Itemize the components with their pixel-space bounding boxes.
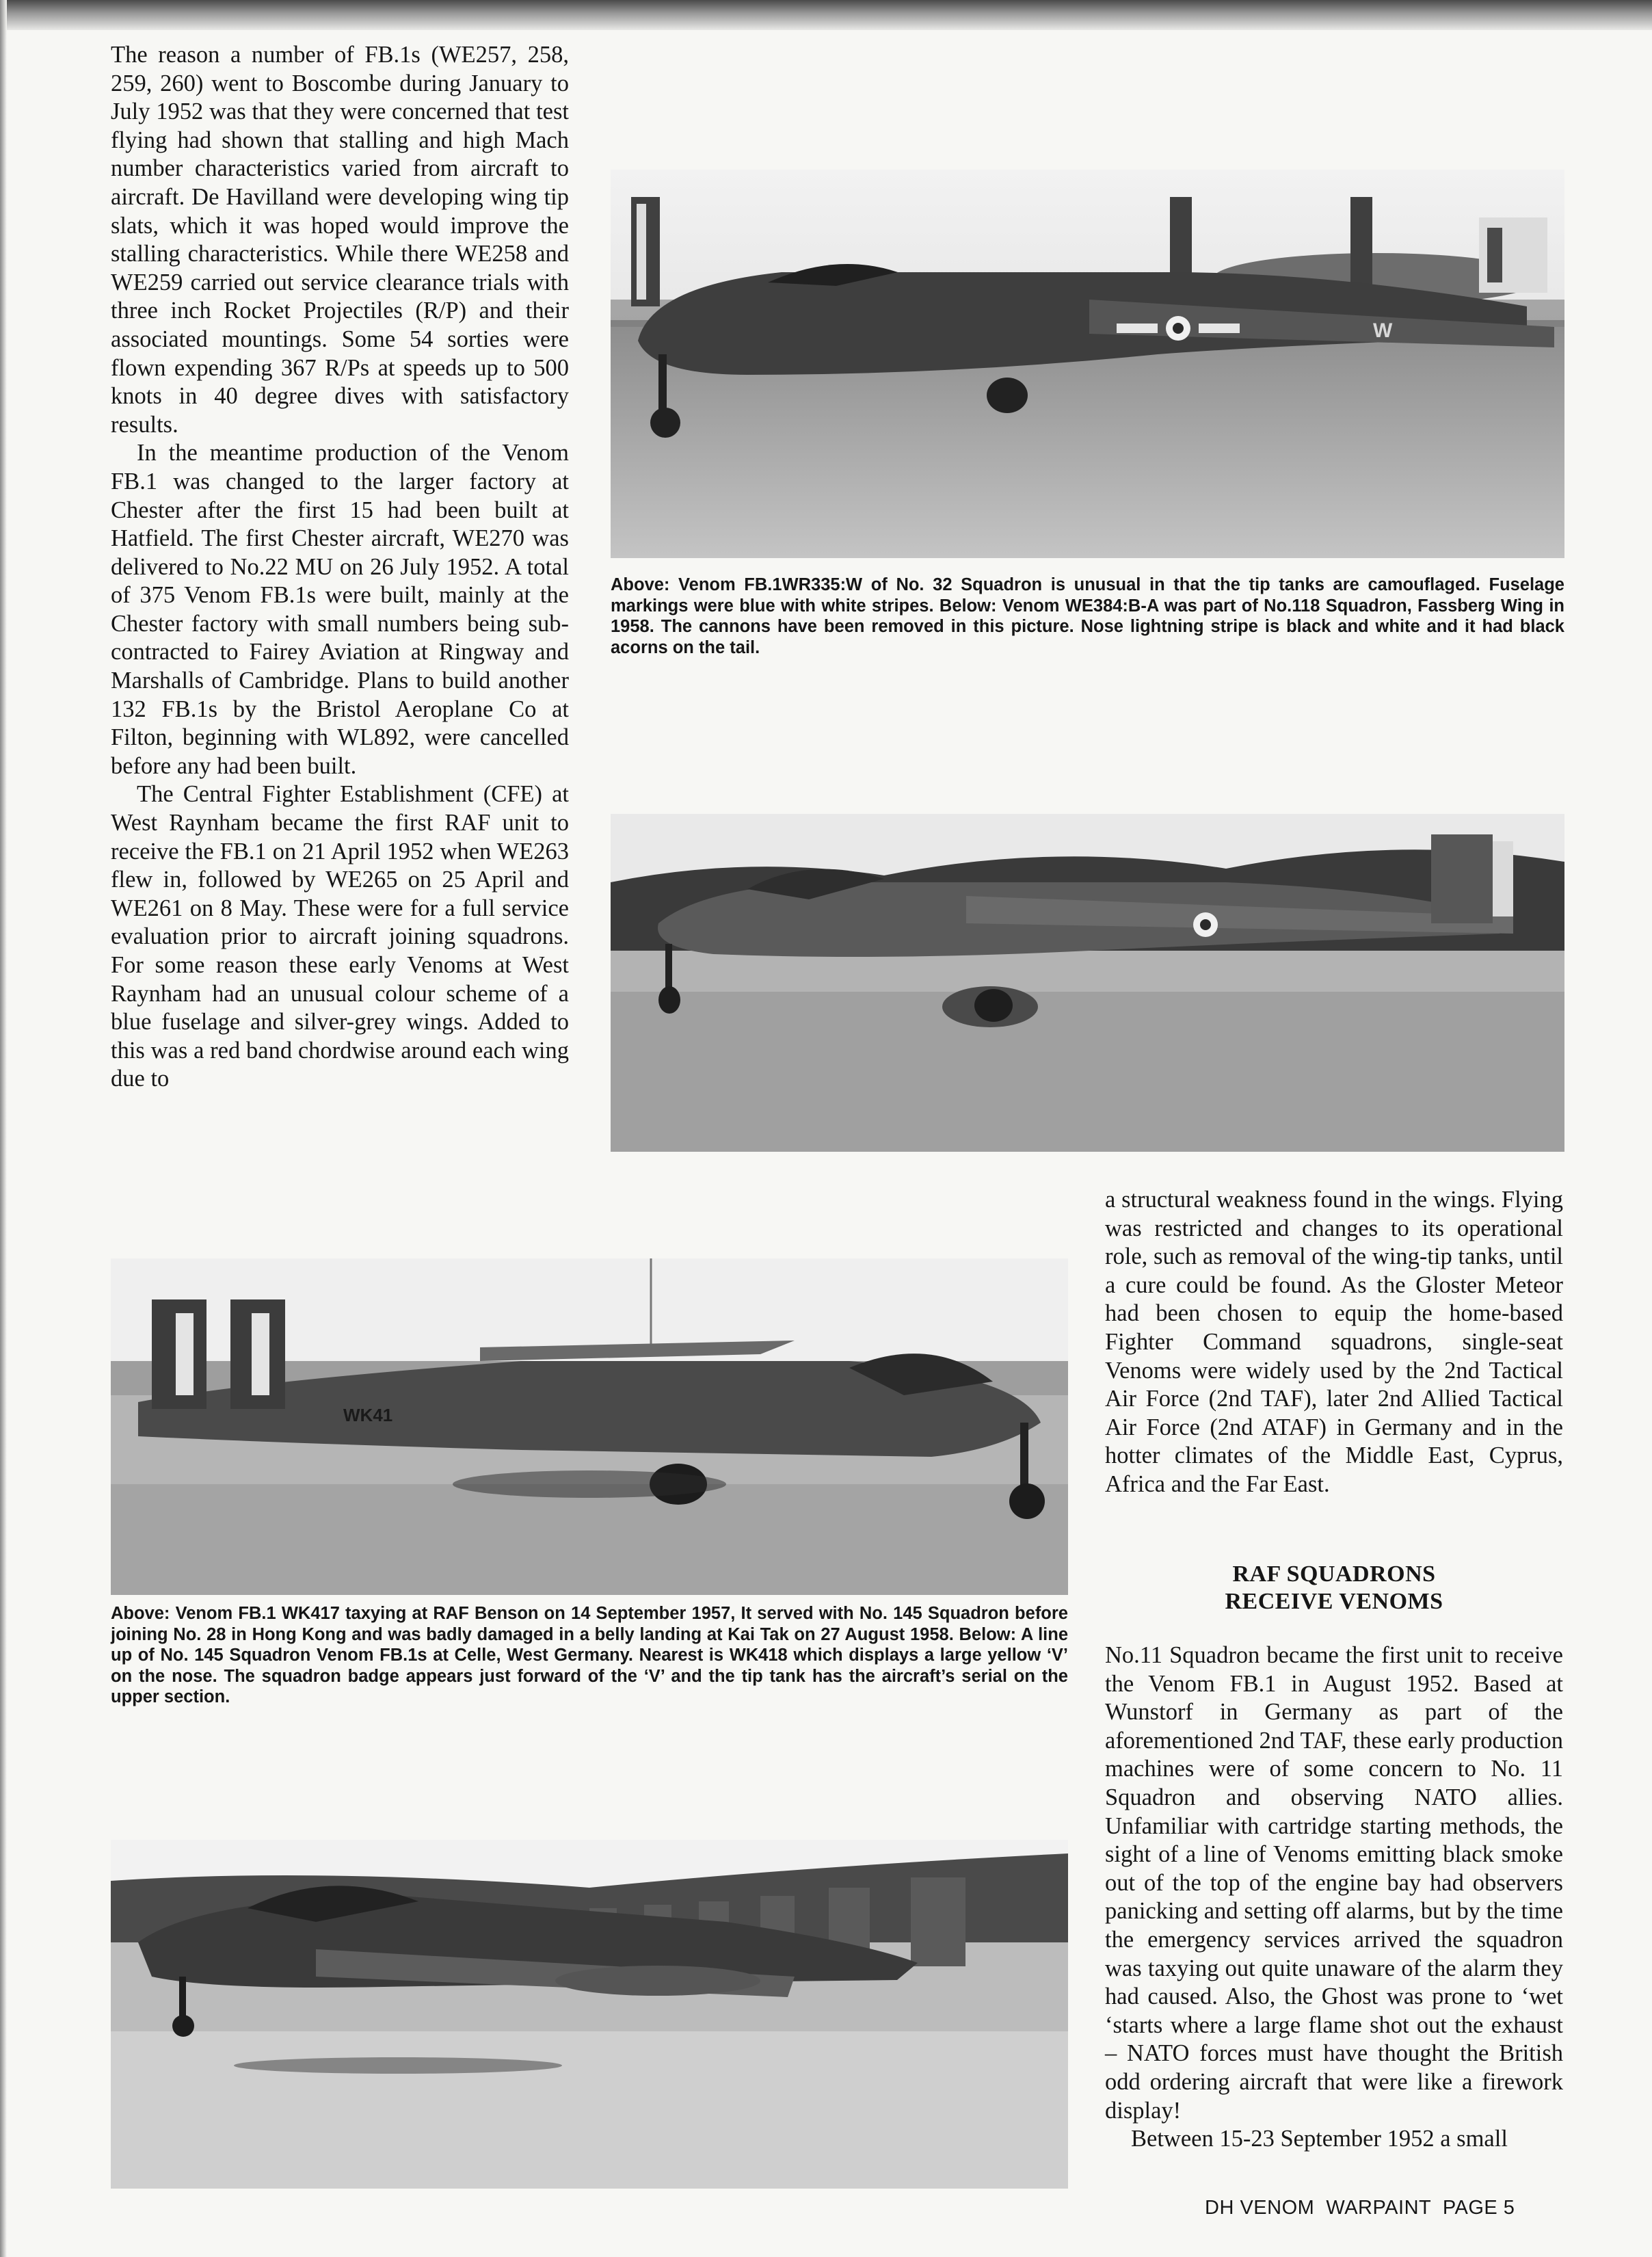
paragraph: Between 15-23 September 1952 a small	[1131, 2126, 1508, 2152]
wk417-serial: WK41	[343, 1405, 393, 1425]
paragraph: a structural weakness found in the wings. Flying was restricted and changes to its operational role, such as removal of the wing-tip tanks, until a cure could be found. As the Gloster Meteor had been chosen to equip the home-based Fighter Command squadrons, single-seat Venoms were widely used by the 2nd Tactical Air Force (2nd TAF), later 2nd Allied Tactical Air Force (2nd ATAF) in Germany and in the hotter climates of the Middle East, Cyprus, Africa and the Far East.	[1105, 1187, 1563, 1497]
paragraph: The Central Fighter Establishment (CFE) at West Raynham became the first RAF unit to receive the FB.1 on 21 April 1952 when WE263 flew in, followed by WE265 on 25 April and WE261 on 8 May. These were for a full service evaluation prior to aircraft joining squadrons. For some reason these early Venoms at West Raynham had an unusual colour scheme of a blue fuselage and silver-grey wings. Added to this was a red band chordwise around each wing due to	[111, 781, 569, 1092]
column-2-text-lower	[1105, 1641, 1563, 2154]
page-top-shadow	[0, 0, 1652, 30]
page-left-shadow	[0, 0, 7, 2257]
page-footer: DH VENOM WARPAINT PAGE 5	[1205, 2197, 1515, 2219]
paragraph: In the meantime production of the Venom FB.1 was changed to the larger factory at Chester after the first 15 had been built at Hatfield. The first Chester aircraft, WE270 was delivered to No.22 MU on 26 July 1952. A total of 375 Venom FB.1s were built, mainly at the Chester factory with small numbers being sub-contracted to Fairey Aviation at Ringway and Marshalls of Cambridge. Plans to build another 132 FB.1s by the Bristol Aeroplane Co at Filton, beginning with WL892, were cancelled before any had been built.	[111, 440, 569, 779]
heading-line-1: RAF SQUADRONS	[1232, 1561, 1436, 1587]
wr335-tail-code: W	[1373, 319, 1393, 342]
caption-top: Above: Venom FB.1WR335:W of No. 32 Squadron is unusual in that the tip tanks are camouflaged. Fuselage markings were blue with white stripes. Below: Venom WE384:B-A was part of No.118 Squadron, Fassberg Wing in 1958. The cannons have been removed in this picture. Nose lightning stripe is black and white and it had black acorns on the tail.	[611, 575, 1564, 657]
heading-line-2: RECEIVE VENOMS	[1225, 1589, 1443, 1614]
caption-bottom: Above: Venom FB.1 WK417 taxying at RAF Benson on 14 September 1957, It served with No. 145 Squadron before joining No. 28 in Hong Kong and was badly damaged in a belly landing at Kai Tak on 27 August 1958. Below: A line up of No. 145 Squadron Venom FB.1s at Celle, West Germany. Nearest is WK418 which displays a large yellow ‘V’ on the nose. The squadron badge appears just forward of the ‘V’ and the tip tank has the aircraft’s serial on the upper section.	[111, 1604, 1068, 1707]
column-1-text	[111, 41, 569, 1094]
photo-venom-wk417	[111, 1258, 1068, 1595]
photo-venom-wr335	[611, 170, 1564, 558]
photo-venom-lineup	[111, 1840, 1068, 2189]
column-2-text-upper	[1105, 1186, 1563, 1499]
paragraph: The reason a number of FB.1s (WE257, 258, 259, 260) went to Boscombe during January to July 1952 was that they were concerned that test flying had shown that stalling and high Mach number characteristics varied from aircraft to aircraft. De Havilland were developing wing tip slats, which it was hoped would improve the stalling characteristics. While there WE258 and WE259 carried out service clearance trials with three inch Rocket Projectiles (R/P) and their associated mountings. Some 54 sorties were flown expending 367 R/Ps at speeds up to 500 knots in 40 degree dives with satisfactory results.	[111, 42, 569, 438]
paragraph: No.11 Squadron became the first unit to receive the Venom FB.1 in August 1952. Based at Wunstorf in Germany as part of the aforementioned 2nd TAF, these early production machines were of some concern to No. 11 Squadron and observing NATO allies. Unfamiliar with cartridge starting methods, the sight of a line of Venoms emitting black smoke out of the top of the engine bay had observers panicking and setting off alarms, but by the time the emergency services arrived the squadron was taxying out quite unaware of the alarm they had caused. Also, the Ghost was prone to ‘wet ‘starts where a large flame shot out the exhaust – NATO forces must have thought the British odd ordering aircraft that were like a firework display!	[1105, 1642, 1563, 2124]
photo-venom-we384	[611, 814, 1564, 1152]
section-heading	[1105, 1561, 1563, 1615]
